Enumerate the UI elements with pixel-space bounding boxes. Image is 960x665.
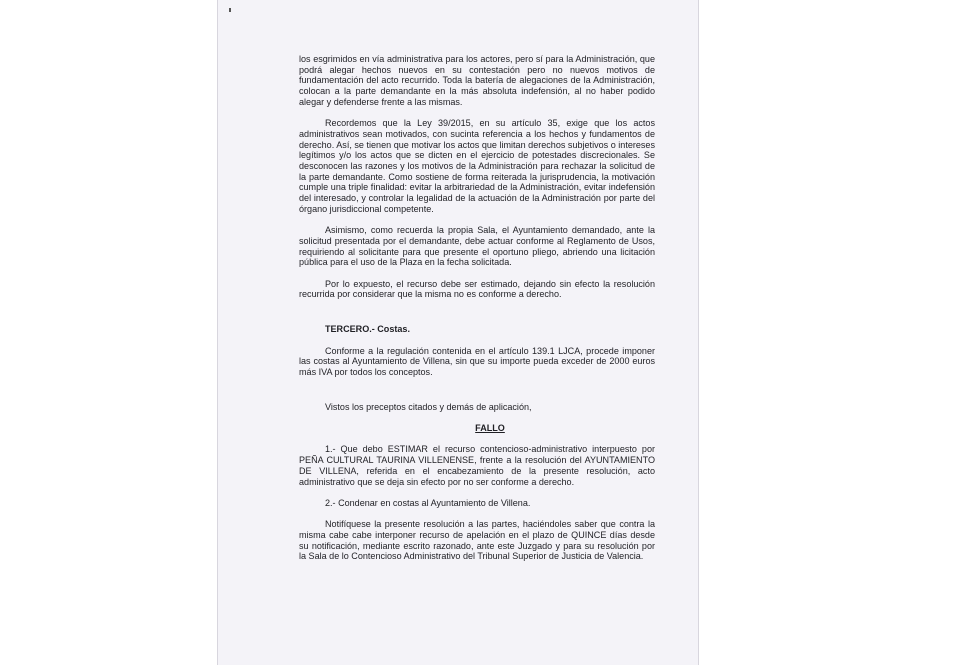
ruling-item-2: 2.- Condenar en costas al Ayuntamiento de Villena. bbox=[325, 497, 531, 508]
paragraph-conclusion: Por lo expuesto, el recurso debe ser estimado, dejando sin efecto la resolución recurrida por considerar que la misma no es conforme a derecho. bbox=[299, 278, 655, 300]
ruling-item-1: 1.- Que debo ESTIMAR el recurso contencioso-administrativo interpuesto por PEÑA CULTURAL TAURINA VILLENENSE, frente a la resolución del AYUNTAMIENTO DE VILLENA, referida en el encabezamiento de la presente resolución, acto administrativo que se deja sin efecto por no ser conforme a derecho. bbox=[299, 444, 655, 487]
document-page bbox=[218, 0, 698, 665]
document-body bbox=[299, 54, 655, 573]
paragraph-motivation: Recordemos que la Ley 39/2015, en su artículo 35, exige que los actos administrativos sean motivados, con sucinta referencia a los hechos y fundamentos de derecho. Así, se tienen que motivar los actos que limitan derechos subjetivos o intereses legítimos y/o los actos que se dicten en el ejercicio de potestades discrecionales. Se desconocen las razones y los motivos de la Administración para rechazar la solicitud de la parte demandante. Como sostiene de forma reiterada la jurisprudencia, la motivación cumple una triple finalidad: evitar la arbitrariedad de la Administración, evitar indefensión del interesado, y controlar la legalidad de la actuación de la Administración por parte del órgano jurisdiccional competente. bbox=[299, 118, 655, 214]
paragraph-costas: Conforme a la regulación contenida en el artículo 139.1 LJCA, procede imponer las costas al Ayuntamiento de Villena, sin que su importe pueda exceder de 2000 euros más IVA por todos los conceptos. bbox=[299, 345, 655, 377]
section-heading-fallo: FALLO bbox=[475, 423, 505, 434]
scan-speck bbox=[229, 8, 231, 12]
paragraph-notification: Notifíquese la presente resolución a las partes, haciéndoles saber que contra la misma cabe cabe interponer recurso de apelación en el plazo de QUINCE días desde su notificación, mediante escrito razonado, ante este Juzgado y para su resolución por la Sala de lo Contencioso Administrativo del Tribunal Superior de Justicia de Valencia. bbox=[299, 519, 655, 562]
section-heading-tercero: TERCERO.- Costas. bbox=[325, 324, 410, 335]
paragraph-vistos: Vistos los preceptos citados y demás de aplicación, bbox=[325, 401, 532, 412]
paragraph-reglamento: Asimismo, como recuerda la propia Sala, el Ayuntamiento demandado, ante la solicitud presentada por el demandante, debe actuar conforme al Reglamento de Usos, requiriendo al solicitante para que presente el oportuno pliego, abriendo una licitación pública para el uso de la Plaza en la fecha solicitada. bbox=[299, 225, 655, 268]
paragraph-continuation: los esgrimidos en vía administrativa para los actores, pero sí para la Administración, que podrá alegar hechos nuevos en su contestación pero no nuevos motivos de fundamentación del acto recurrido. Toda la batería de alegaciones de la Administración, colocan a la parte demandante en la más absoluta indefensión, al no haber podido alegar y defenderse frente a las mismas. bbox=[299, 54, 655, 107]
